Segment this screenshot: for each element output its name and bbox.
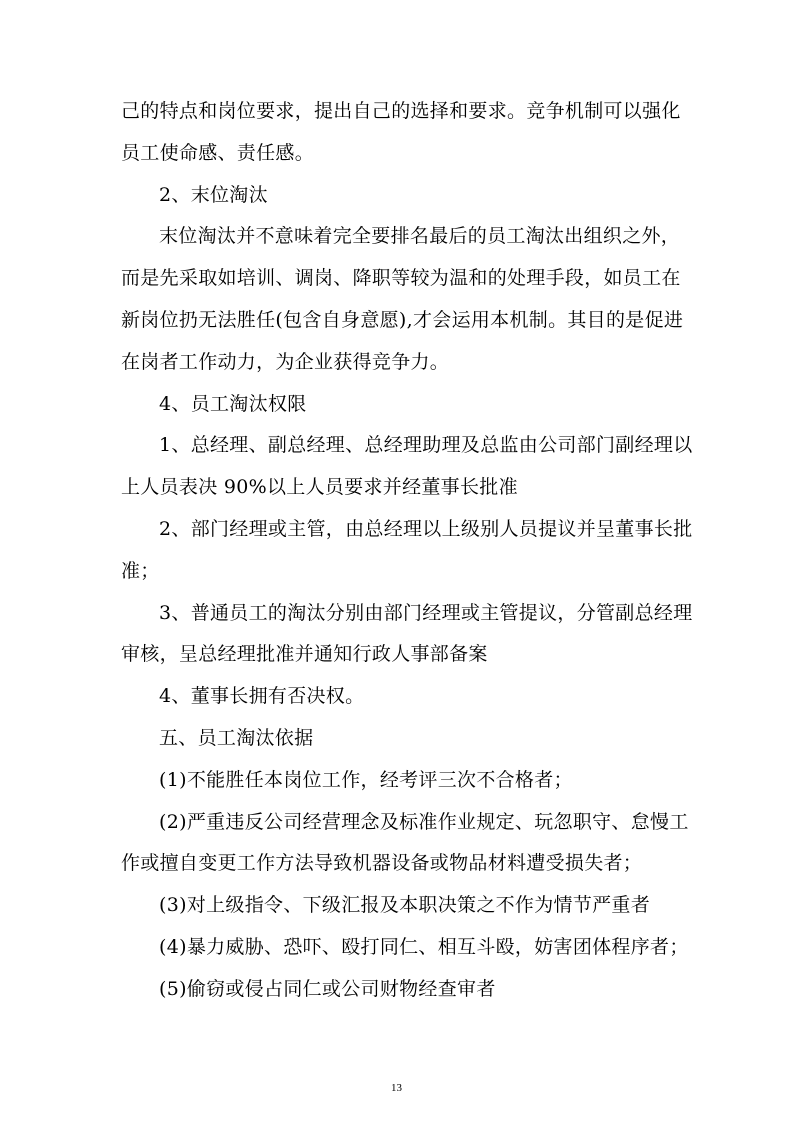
text-line: 作或擅自变更工作方法导致机器设备或物品材料遭受损失者； <box>121 852 643 875</box>
text-line: 新岗位扔无法胜任(包含自身意愿),才会运用本机制。其目的是促进 <box>121 308 684 331</box>
list-item: (4)暴力威胁、恐吓、殴打同仁、相互斗殴，妨害团体程序者； <box>159 935 689 958</box>
page-number: 13 <box>391 1082 402 1094</box>
list-item: (1)不能胜任本岗位工作，经考评三次不合格者； <box>159 768 573 791</box>
text-line: 审核，呈总经理批准并通知行政人事部备案 <box>121 643 488 666</box>
list-item: (5)偷窃或侵占同仁或公司财物经查审者 <box>159 977 496 1000</box>
section-heading: 五、员工淘汰依据 <box>159 726 314 749</box>
text-line: 在岗者工作动力，为企业获得竞争力。 <box>121 350 450 373</box>
text-line: 己的特点和岗位要求，提出自己的选择和要求。竞争机制可以强化 <box>121 100 681 122</box>
list-item: 3、普通员工的淘汰分别由部门经理或主管提议，分管副总经理 <box>159 601 693 624</box>
body-text <box>121 91 693 1011</box>
list-item: 2、部门经理或主管，由总经理以上级别人员提议并呈董事长批 <box>159 517 693 540</box>
section-heading: 2、末位淘汰 <box>159 183 268 206</box>
text-line: 上人员表决 90%以上人员要求并经董事长批准 <box>121 476 518 499</box>
list-item: 4、董事长拥有否决权。 <box>159 685 365 708</box>
text-line: 准； <box>121 559 160 582</box>
list-item: (2)严重违反公司经营理念及标准作业规定、玩忽职守、怠慢工 <box>159 810 689 833</box>
text-line: 末位淘汰并不意味着完全要排名最后的员工淘汰出组织之外， <box>159 225 681 248</box>
list-item: 1、总经理、副总经理、总经理助理及总监由公司部门副经理以 <box>159 434 693 457</box>
list-item: (3)对上级指令、下级汇报及本职决策之不作为情节严重者 <box>159 894 651 917</box>
text-line: 而是先采取如培训、调岗、降职等较为温和的处理手段，如员工在 <box>121 267 681 290</box>
section-heading: 4、员工淘汰权限 <box>159 392 307 415</box>
text-line: 员工使命感、责任感。 <box>121 141 315 164</box>
